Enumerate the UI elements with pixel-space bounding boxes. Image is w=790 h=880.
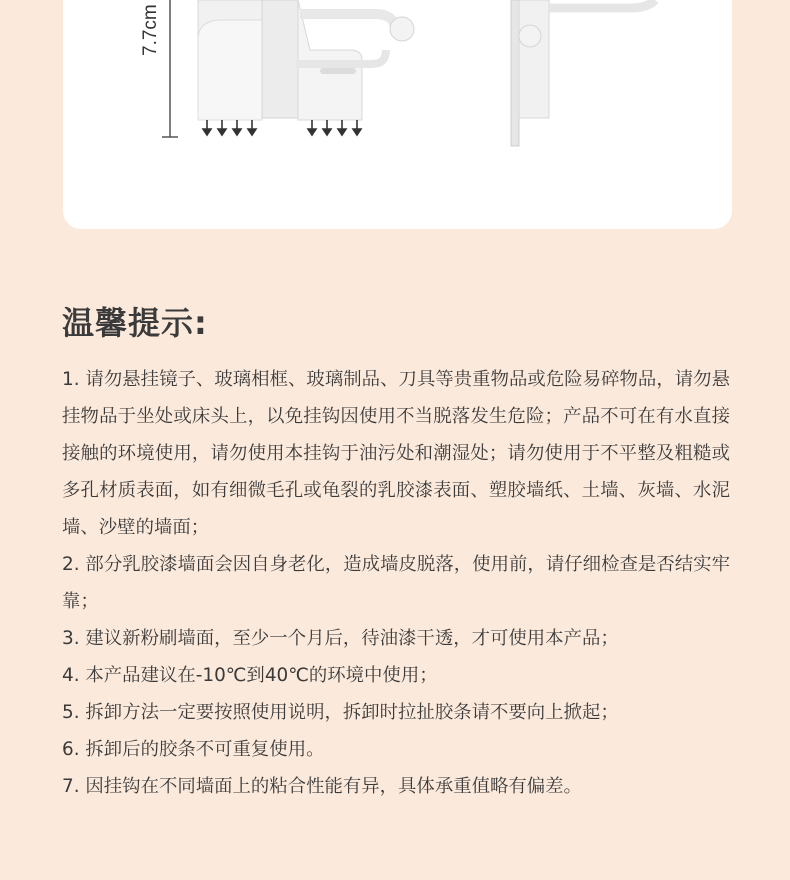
side-view-hook	[511, 0, 655, 146]
tips-title: 温馨提示:	[62, 304, 208, 342]
product-illustration	[0, 0, 790, 230]
tip-item: 4. 本产品建议在-10℃到40℃的环境中使用；	[62, 665, 438, 686]
tip-item: 6. 拆卸后的胶条不可重复使用。	[62, 739, 325, 760]
tip-item: 1. 请勿悬挂镜子、玻璃相框、玻璃制品、刀具等贵重物品或危险易碎物品，请勿悬挂物品于坐处或床头上，以免挂钩因使用不当脱落发生危险；产品不可在有水直接接触的环境使用，请勿使用本挂钩于油污处和潮湿处；请勿使用于不平整及粗糙或多孔材质表面，如有细微毛孔或龟裂的乳胶漆表面、塑胶墙纸、土墙、灰墙、水泥墙、沙壁的墙面；	[62, 369, 730, 538]
dimension-label: 7.7cm	[140, 4, 161, 56]
adhesive-arrows	[203, 120, 361, 135]
tip-item: 5. 拆卸方法一定要按照使用说明，拆卸时拉扯胶条请不要向上掀起；	[62, 702, 619, 723]
tip-item: 2. 部分乳胶漆墙面会因自身老化，造成墙皮脱落，使用前，请仔细检查是否结实牢靠；	[62, 554, 730, 612]
tips-list	[62, 361, 730, 805]
tip-item: 7. 因挂钩在不同墙面上的粘合性能有异，具体承重值略有偏差。	[62, 776, 582, 797]
front-view-hook	[198, 0, 414, 120]
tip-item: 3. 建议新粉刷墙面，至少一个月后，待油漆干透，才可使用本产品；	[62, 628, 619, 649]
